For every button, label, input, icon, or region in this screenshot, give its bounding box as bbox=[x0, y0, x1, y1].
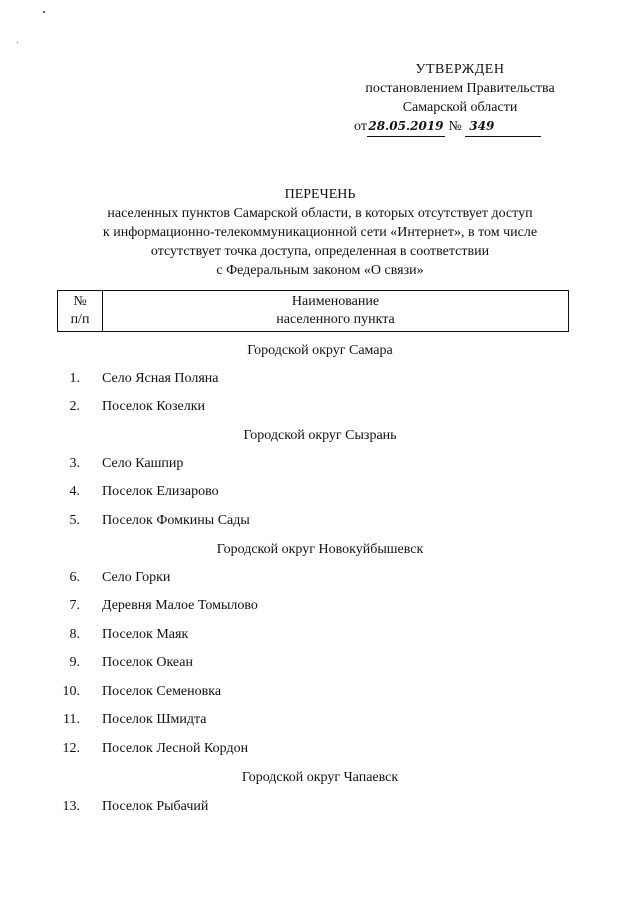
item-name: Поселок Океан bbox=[102, 655, 193, 670]
title-line-2: к информационно-телекоммуникационной сети «Интернет», в том числе bbox=[102, 225, 538, 240]
item-number: 11. bbox=[63, 712, 80, 727]
district-heading: Городской округ Новокуйбышевск bbox=[216, 542, 424, 557]
item-number: 13. bbox=[62, 799, 80, 814]
list-table-header bbox=[57, 290, 569, 332]
item-name: Село Горки bbox=[102, 570, 171, 585]
item-name: Село Кашпир bbox=[102, 456, 184, 471]
list-item bbox=[0, 741, 640, 761]
item-number: 9. bbox=[69, 655, 80, 670]
district-heading: Городской округ Чапаевск bbox=[241, 770, 399, 785]
column-number-header bbox=[58, 291, 103, 332]
title-line-4: с Федеральным законом «О связи» bbox=[216, 263, 424, 278]
item-name: Поселок Маяк bbox=[102, 627, 189, 642]
list-item bbox=[0, 513, 640, 533]
item-number: 7. bbox=[69, 598, 80, 613]
list-item bbox=[0, 371, 640, 391]
item-name: Поселок Козелки bbox=[102, 399, 206, 414]
list-item bbox=[0, 399, 640, 419]
list-item bbox=[0, 570, 640, 590]
column-name-line-2: населенного пункта bbox=[276, 312, 395, 327]
approval-line-2: Самарской области bbox=[402, 100, 518, 115]
scan-speck bbox=[17, 42, 18, 43]
item-number: 3. bbox=[69, 456, 80, 471]
item-number: 5. bbox=[69, 513, 80, 528]
item-number: 10. bbox=[62, 684, 80, 699]
number-sign: № bbox=[448, 119, 462, 134]
item-name: Село Ясная Поляна bbox=[102, 371, 219, 386]
item-name: Деревня Малое Томылово bbox=[102, 598, 258, 613]
approval-heading: УТВЕРЖДЕН bbox=[415, 62, 505, 77]
item-name: Поселок Фомкины Сады bbox=[102, 513, 250, 528]
handwritten-date: 28.05.2019 bbox=[367, 117, 445, 137]
item-number: 8. bbox=[69, 627, 80, 642]
title-line-1: населенных пунктов Самарской области, в которых отсутствует доступ bbox=[107, 206, 533, 221]
column-number-line-2: п/п bbox=[70, 312, 90, 327]
date-prefix: от bbox=[354, 119, 367, 134]
list-item bbox=[0, 484, 640, 504]
document-title bbox=[60, 185, 580, 280]
handwritten-number: 349 bbox=[465, 117, 541, 137]
column-name-header bbox=[103, 291, 569, 332]
title-heading: ПЕРЕЧЕНЬ bbox=[284, 187, 356, 202]
item-number: 6. bbox=[69, 570, 80, 585]
list-item bbox=[0, 627, 640, 647]
item-name: Поселок Елизарово bbox=[102, 484, 219, 499]
item-name: Поселок Лесной Кордон bbox=[102, 741, 249, 756]
list-item bbox=[0, 655, 640, 675]
item-number: 12. bbox=[62, 741, 80, 756]
approval-line-1: постановлением Правительства bbox=[365, 81, 555, 96]
item-name: Поселок Семеновка bbox=[102, 684, 222, 699]
approval-date-line bbox=[340, 117, 580, 137]
item-name: Поселок Рыбачий bbox=[102, 799, 209, 814]
item-number: 1. bbox=[69, 371, 80, 386]
list-item bbox=[0, 456, 640, 476]
item-number: 4. bbox=[69, 484, 80, 499]
item-number: 2. bbox=[69, 399, 80, 414]
column-name-line-1: Наименование bbox=[291, 294, 380, 309]
scan-speck bbox=[43, 11, 45, 13]
column-number-line-1: № bbox=[73, 294, 87, 309]
list-item bbox=[0, 684, 640, 704]
item-name: Поселок Шмидта bbox=[102, 712, 207, 727]
district-heading: Городской округ Самара bbox=[247, 343, 393, 358]
approval-block bbox=[340, 60, 580, 137]
list-item bbox=[0, 799, 640, 819]
title-line-3: отсутствует точка доступа, определенная в соответствии bbox=[150, 244, 490, 259]
list-item bbox=[0, 712, 640, 732]
list-item bbox=[0, 598, 640, 618]
district-heading: Городской округ Сызрань bbox=[243, 428, 397, 443]
